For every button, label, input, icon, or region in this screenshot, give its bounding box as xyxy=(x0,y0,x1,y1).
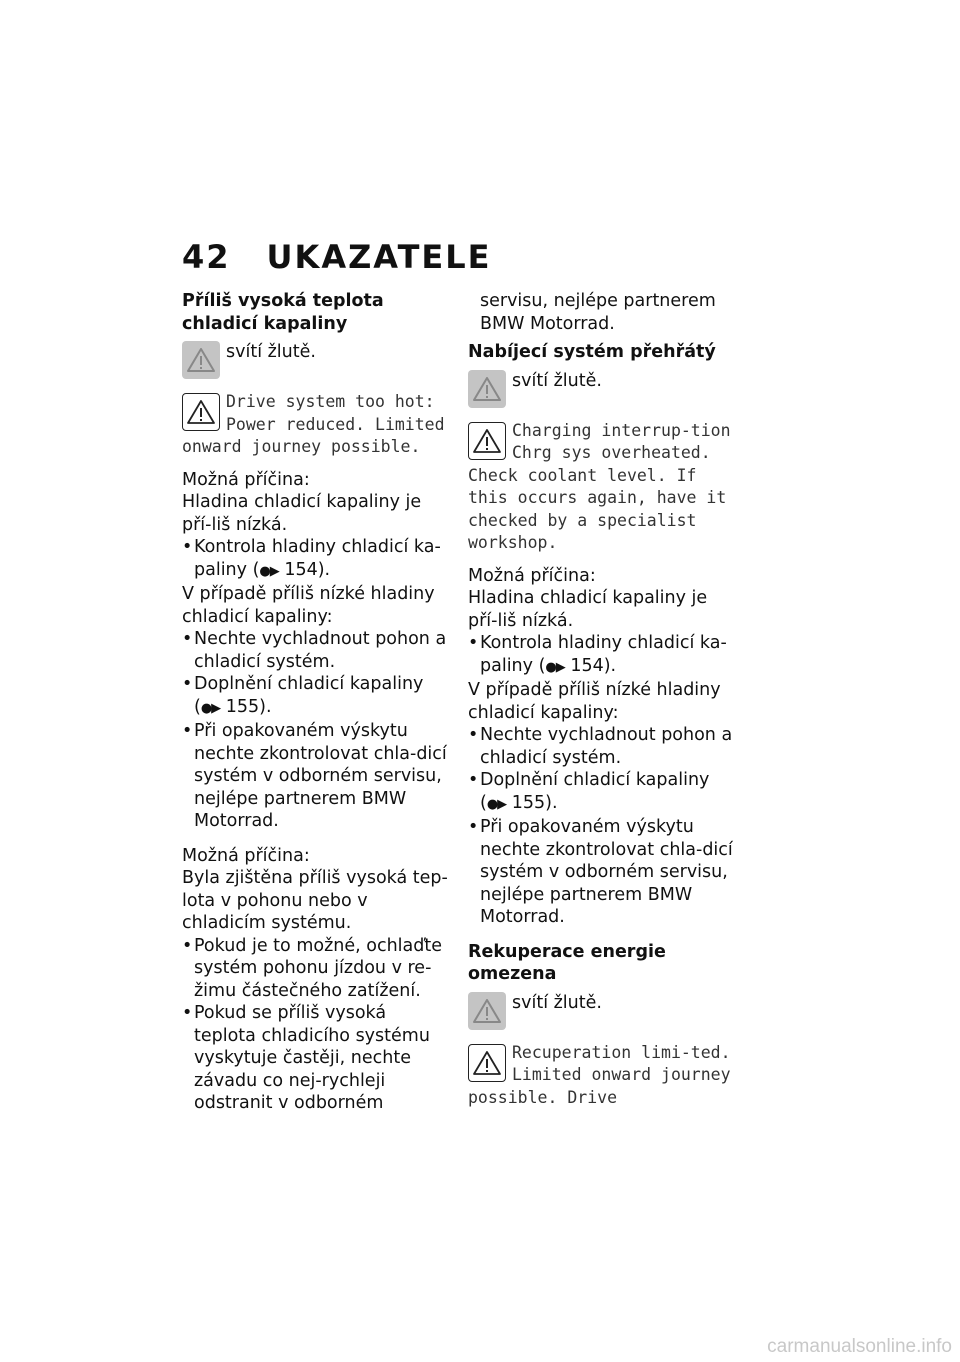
page-reference[interactable]: ●▶ 155 xyxy=(486,792,546,813)
cause-text: Hladina chladicí kapaliny je pří-liš nízká. xyxy=(468,588,708,631)
cause-text: Byla zjištěna příliš vysoká tep-lota v pohonu nebo v chladicím systému. xyxy=(182,868,448,933)
right-column xyxy=(468,290,736,1119)
list-item: • Při opakovaném výskytu nechte zkontrolovat chla-dicí systém v odborném servisu, nejlépe partnerem BMW Motorrad. xyxy=(468,816,736,929)
warning-triangle-icon xyxy=(468,992,506,1030)
bullet-list xyxy=(182,536,450,583)
list-item: • Kontrola hladiny chladicí ka-paliny (●▶ 154). xyxy=(182,536,450,583)
list-item: • Nechte vychladnout pohon a chladicí systém. xyxy=(182,628,450,673)
section-title: UKAZATELE xyxy=(266,238,492,276)
page-reference[interactable]: ●▶ 154 xyxy=(545,655,604,676)
warning-triangle-icon xyxy=(182,393,220,431)
indicator-yellow xyxy=(468,370,736,408)
list-item: • Při opakovaném výskytu nechte zkontrolovat chla-dicí systém v odborném servisu, nejlépe partnerem BMW Motorrad. xyxy=(182,720,450,833)
warning-triangle-icon xyxy=(468,1044,506,1082)
heading-recuperation-limited: Rekuperace energie omezena xyxy=(468,941,666,984)
page-reference-arrow-icon: ●▶ xyxy=(259,563,279,579)
heading-coolant-temp: Příliš vysoká teplota chladicí kapaliny xyxy=(182,291,384,334)
list-item: • Kontrola hladiny chladicí ka-paliny (●▶ 154). xyxy=(468,632,736,679)
bullet-list xyxy=(468,632,736,679)
bullet-list xyxy=(182,935,450,1115)
display-message xyxy=(468,1042,736,1110)
list-item: • Doplnění chladicí kapaliny (●▶ 155). xyxy=(182,673,450,720)
indicator-yellow xyxy=(182,341,450,379)
message-text: Recuperation limi-ted. Limited onward journey possible. Drive xyxy=(468,1042,731,1107)
list-item: • Nechte vychladnout pohon a chladicí systém. xyxy=(468,724,736,769)
indicator-text: svítí žlutě. xyxy=(512,992,602,1013)
page-reference-arrow-icon: ●▶ xyxy=(486,796,507,812)
indicator-yellow xyxy=(468,992,736,1030)
left-column xyxy=(182,290,450,1115)
page-number: 42 xyxy=(182,238,231,276)
bullet-list xyxy=(182,628,450,833)
warning-triangle-icon xyxy=(182,341,220,379)
warning-triangle-icon xyxy=(468,370,506,408)
cause-label: Možná příčina: xyxy=(182,469,310,490)
page-reference[interactable]: ●▶ 154 xyxy=(259,559,318,580)
bullet-list xyxy=(468,724,736,929)
list-item: • Pokud je to možné, ochlaďte systém pohonu jízdou v re-žimu částečného zatížení. xyxy=(182,935,450,1003)
cause-text: Hladina chladicí kapaliny je pří-liš nízká. xyxy=(182,492,422,535)
list-item: • Pokud se příliš vysoká teplota chladicího systému vyskytuje častěji, nechte závadu co nej-rychleji odstranit v odborném xyxy=(182,1002,450,1115)
cause-label: Možná příčina: xyxy=(182,845,310,866)
page-reference[interactable]: ●▶ 155 xyxy=(200,696,260,717)
page-header xyxy=(182,238,492,276)
message-text: Drive system too hot: Power reduced. Limited onward journey possible. xyxy=(182,392,445,456)
display-message xyxy=(182,391,450,459)
page-reference-arrow-icon: ●▶ xyxy=(200,700,221,716)
display-message xyxy=(468,420,736,555)
heading-charging-overheated: Nabíjecí systém přehřátý xyxy=(468,342,716,362)
watermark: carmanualsonline.info xyxy=(767,1336,952,1357)
condition-text: V případě příliš nízké hladiny chladicí kapaliny: xyxy=(468,680,721,723)
cause-label: Možná příčina: xyxy=(468,565,596,586)
indicator-text: svítí žlutě. xyxy=(226,342,316,362)
indicator-text: svítí žlutě. xyxy=(512,370,602,391)
continuation-text: servisu, nejlépe partnerem BMW Motorrad. xyxy=(480,291,716,334)
condition-text: V případě příliš nízké hladiny chladicí kapaliny: xyxy=(182,584,435,627)
message-text: Charging interrup-tion Chrg sys overheated. Check coolant level. If this occurs again, have it checked by a specialist workshop. xyxy=(468,420,731,552)
page-reference-arrow-icon: ●▶ xyxy=(545,659,565,675)
list-item: • Doplnění chladicí kapaliny (●▶ 155). xyxy=(468,769,736,816)
warning-triangle-icon xyxy=(468,422,506,460)
